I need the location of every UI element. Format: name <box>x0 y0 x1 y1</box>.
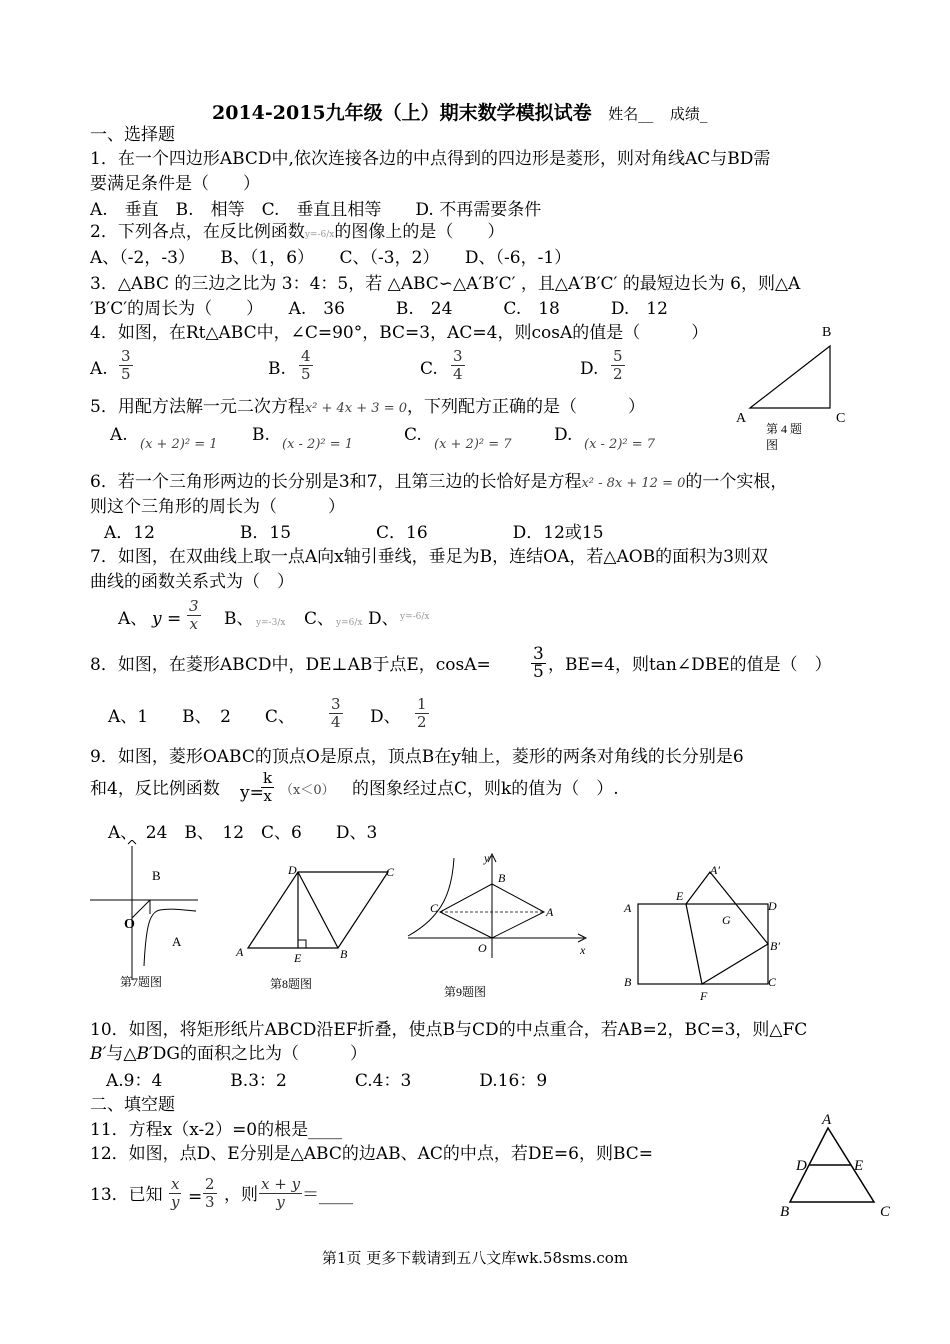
figure-q9 <box>404 846 600 1002</box>
q6-equation: x² - 8x + 12 = 0 <box>581 476 686 491</box>
q4-opt-d-frac: $\frac{5}{2}$ <box>613 347 623 383</box>
q5-opt-b-expr: (x - 2)² = 1 <box>282 437 354 452</box>
q7-opt-a-lhs: y = <box>152 609 182 629</box>
f10-label-a: A <box>624 901 632 915</box>
f10-rectangle <box>638 904 768 984</box>
q13-text-b: ，则 <box>224 1185 258 1205</box>
q5-opt-a-label: A. <box>110 425 128 445</box>
q7-opt-a-label: A、 <box>118 609 148 629</box>
q1-options: A. 垂直 B. 相等 C. 垂直且相等 D. 不再需要条件 <box>90 200 542 220</box>
f7-label-a: A <box>172 934 182 949</box>
f9-label-c: C <box>430 901 439 915</box>
figure-q12 <box>776 1110 906 1222</box>
section-fill-heading: 二、填空题 <box>90 1095 175 1115</box>
figure-q8 <box>232 858 402 998</box>
f12-label-e: E <box>854 1158 864 1174</box>
q2-text-a: 2．下列各点，在反比例函数 <box>90 222 305 242</box>
f10-label-b: B <box>624 975 632 989</box>
f8-label-b: B <box>340 947 348 961</box>
f12-label-d: D <box>796 1158 807 1174</box>
q13-frac-xy: $\frac{x}{y}$ <box>171 1175 180 1211</box>
q10-text-and: 与△ <box>106 1044 137 1064</box>
f10-label-c: C <box>768 975 777 989</box>
page-footer: 第1页 更多下载请到五八文库wk.58sms.com <box>321 1249 629 1267</box>
f9-label-y: y <box>484 851 490 865</box>
q5-opt-d-label: D. <box>554 425 573 445</box>
f8-label-c: C <box>386 865 395 879</box>
f10-fold <box>686 872 768 984</box>
q4-opt-a-frac: $\frac{3}{5}$ <box>121 347 131 383</box>
q10-b-prime-1: B′ <box>90 1044 107 1064</box>
f10-label-b1: B′ <box>770 939 780 953</box>
f10-label-f: F <box>700 989 708 1003</box>
q3-line1: 3．△ABC 的三边之比为 3：4：5，若 △ABC∽△A′B′C′ ，且△A′B′C′ 的最短边长为 6，则△A <box>90 274 801 294</box>
q10-text-end: DG的面积之比为（ ） <box>152 1044 368 1064</box>
f9-hyperbola <box>408 858 454 936</box>
q9-line1: 9．如图，菱形OABC的顶点O是原点，顶点B在y轴上，菱形的两条对角线的长分别是6 <box>90 747 744 767</box>
q8-opt-d-frac: $\frac{1}{2}$ <box>417 695 427 731</box>
q4-opt-a-label: A. <box>90 359 108 379</box>
f8-db <box>298 872 338 948</box>
q4-opt-c-frac: $\frac{3}{4}$ <box>453 347 463 383</box>
q1-line1: 1．在一个四边形ABCD中,依次连接各边的中点得到的四边形是菱形，则对角线AC与BD需 <box>90 149 771 169</box>
q13-text-a: 13．已知 <box>90 1185 163 1205</box>
q4-triangle <box>750 346 830 408</box>
q7-opt-c-label: C、 <box>304 609 335 629</box>
f10-label-a1: A′ <box>710 863 720 877</box>
f7-label-o: O <box>124 917 135 932</box>
f10-label-e: E <box>676 889 684 903</box>
name-label: 姓名__ <box>608 105 654 123</box>
q5-equation: x² + 4x + 3 = 0 <box>304 401 407 416</box>
f8-label-a: A <box>236 945 244 959</box>
f7-segment-oa <box>132 900 150 918</box>
q7-opt-d-image: y=-6/x <box>400 612 430 622</box>
q5-text-a: 5．用配方法解一元二次方程 <box>90 397 305 417</box>
q7-opt-b-image: y=-3/x <box>256 618 286 628</box>
q7-opt-b-label: B、 <box>224 609 254 629</box>
figure-q7 <box>88 840 208 1000</box>
q9-text-b: 的图象经过点C，则k的值为（ ）. <box>352 779 619 799</box>
q12: 12．如图，点D、E分别是△ABC的边AB、AC的中点，若DE=6，则BC= <box>90 1144 654 1164</box>
f7-caption: 第7题图 <box>120 975 163 989</box>
q8-opt-abc: A、1 B、 2 C、 <box>108 707 295 727</box>
section-choice-heading: 一、选择题 <box>90 125 175 145</box>
figure-q10 <box>618 858 798 1008</box>
f12-label-a: A <box>822 1112 832 1128</box>
f9-label-x: x <box>580 943 586 957</box>
q8-cos-frac: $\frac{3}{5}$ <box>533 644 544 682</box>
q4-opt-b-label: B. <box>268 359 286 379</box>
f12-label-b: B <box>780 1204 790 1220</box>
q2-options: A、（-2，-3） B、（1，6） C、（-3，2） D、（-6，-1） <box>90 248 572 268</box>
q6-text-b: 的一个实根， <box>685 472 788 492</box>
q6-options: A．12 B．15 C．16 D．12或15 <box>104 523 604 543</box>
exam-title <box>212 98 707 125</box>
q5-question <box>90 396 645 420</box>
f9-label-a: A <box>546 905 554 919</box>
q6-text-a: 6．若一个三角形两边的长分别是3和7，且第三边的长恰好是方程 <box>90 472 582 492</box>
q11: 11．方程x（x-2）=0的根是____ <box>90 1120 343 1140</box>
f8-label-e: E <box>294 951 302 965</box>
q7-opt-a-frac: $\frac{3}{x}$ <box>189 597 199 633</box>
score-label: 成绩_ <box>669 105 708 123</box>
q4-label-a: A <box>736 411 747 426</box>
q10-line2 <box>90 1043 367 1065</box>
q8-text-a: 8．如图，在菱形ABCD中，DE⊥AB于点E，cosA= <box>90 655 491 675</box>
q7-opt-c-image: y=6/x <box>336 618 363 628</box>
q4-label-b: B <box>822 325 832 340</box>
title-text: 2014-2015九年级（上）期末数学模拟试卷 <box>212 102 592 124</box>
q13-equals: = <box>188 1187 203 1207</box>
q10-line1: 10．如图，将矩形纸片ABCD沿EF折叠，使点B与CD的中点重合，若AB=2，BC=3，则△FC <box>90 1020 808 1040</box>
q5-opt-c-label: C. <box>404 425 422 445</box>
q4-question: 4．如图，在Rt△ABC中，∠C=90°，BC=3，AC=4，则cosA的值是（ ） <box>90 323 709 343</box>
q4-opt-c-label: C. <box>420 359 438 379</box>
q9-options: A、 24 B、 12 C、6 D、3 <box>108 823 378 843</box>
q2-text-b: 的图像上的是（ ） <box>334 222 505 242</box>
q9-text-a: 和4，反比例函数 <box>90 779 220 799</box>
q5-text-b: ，下列配方正确的是（ ） <box>407 397 645 417</box>
f12-label-c: C <box>880 1204 891 1220</box>
f7-label-b: B <box>152 868 161 883</box>
q13-frac-23: $\frac{2}{3}$ <box>205 1175 215 1211</box>
q7-line2: 曲线的函数关系式为（ ） <box>90 572 294 592</box>
f7-curve <box>144 909 196 966</box>
q9-func-lhs: y= <box>240 783 264 803</box>
f10-label-g: G <box>722 913 731 927</box>
q7-opt-d-label: D、 <box>368 609 399 629</box>
q4-caption-1: 第 4 题 <box>766 422 803 436</box>
q10-options: A.9：4 B.3：2 C.4：3 D.16：9 <box>106 1071 548 1091</box>
q4-label-c: C <box>836 411 846 426</box>
q5-opt-a-expr: (x + 2)² = 1 <box>140 437 218 452</box>
q2-question <box>90 221 504 246</box>
q6-line1 <box>90 471 787 495</box>
q6-line2: 则这个三角形的周长为（ ） <box>90 497 345 517</box>
f7-y-arrow <box>128 840 136 844</box>
f9-caption: 第9题图 <box>444 985 487 999</box>
q4-opt-b-frac: $\frac{4}{5}$ <box>301 347 311 383</box>
q5-opt-b-label: B. <box>252 425 270 445</box>
q1-line2: 要满足条件是（ ） <box>90 174 260 194</box>
q13-frac-sum: $\frac{x + y}{y}$ <box>261 1175 301 1211</box>
q4-caption-2: 图 <box>766 438 779 452</box>
q5-opt-c-expr: (x + 2)² = 7 <box>434 437 512 452</box>
q8-text-b: ，BE=4，则tan∠DBE的值是（ ） <box>548 655 832 675</box>
q8-opt-d-label: D、 <box>370 707 401 727</box>
q13-text-c: ＝____ <box>302 1185 353 1205</box>
q9-func-frac: $\frac{k}{x}$ <box>263 769 273 805</box>
q2-function-image: y=-6/x <box>304 230 335 240</box>
f9-label-b: B <box>498 871 506 885</box>
f8-right-angle <box>298 940 306 948</box>
q8-opt-c-frac: $\frac{3}{4}$ <box>331 695 341 731</box>
q7-line1: 7．如图，在双曲线上取一点A向x轴引垂线，垂足为B，连结OA，若△AOB的面积为3则双 <box>90 547 768 567</box>
q9-condition: （x＜0） <box>280 783 335 798</box>
f8-label-d: D <box>288 863 297 877</box>
q10-b-prime-2: B′ <box>136 1044 153 1064</box>
q4-figure <box>730 318 860 458</box>
q3-line2: ′B′C′的周长为（ ） A. 36 B. 24 C. 18 D. 12 <box>90 299 668 319</box>
f8-caption: 第8题图 <box>270 977 313 991</box>
q4-opt-d-label: D. <box>580 359 599 379</box>
f9-label-o: O <box>478 941 487 955</box>
f10-label-d: D <box>768 899 777 913</box>
q5-opt-d-expr: (x - 2)² = 7 <box>584 437 656 452</box>
